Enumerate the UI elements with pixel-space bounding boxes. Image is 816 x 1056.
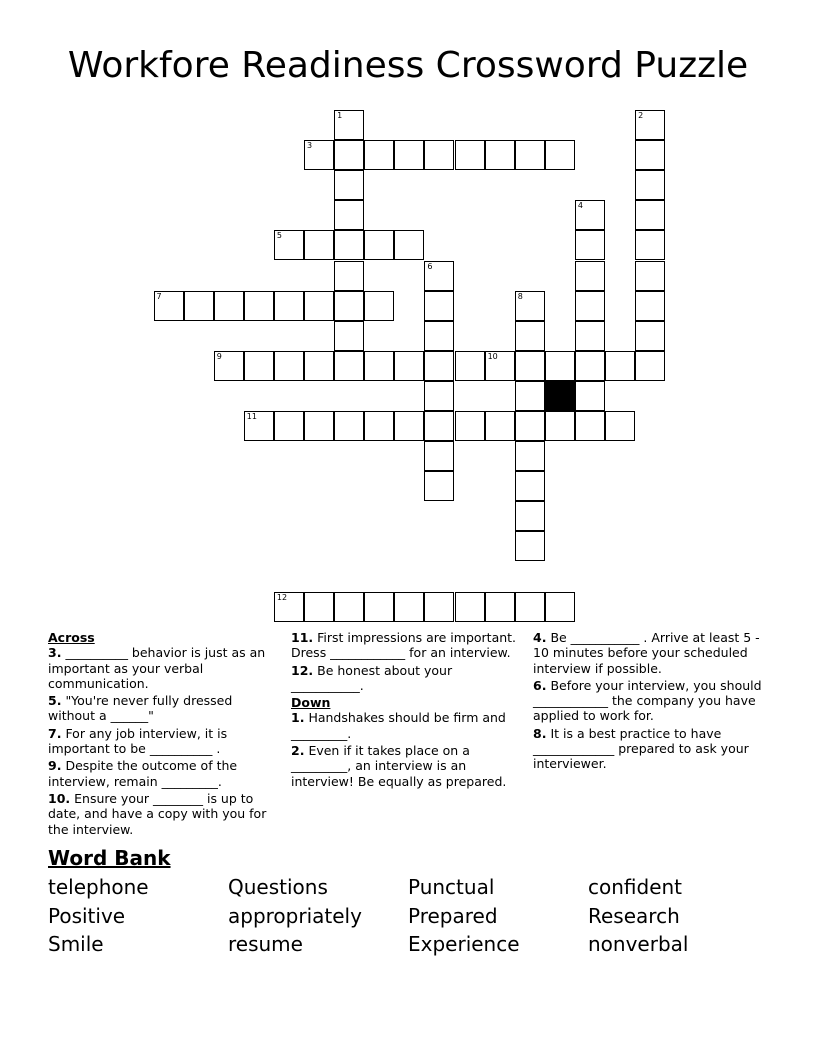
across-clue-11: 11. First impressions are important. Dress ____________ for an interview. bbox=[291, 630, 517, 661]
grid-cell[interactable] bbox=[515, 411, 545, 441]
grid-cell[interactable] bbox=[485, 592, 515, 622]
grid-cell[interactable] bbox=[575, 321, 605, 351]
grid-cell[interactable] bbox=[334, 592, 364, 622]
grid-cell[interactable] bbox=[334, 200, 364, 230]
grid-cell[interactable] bbox=[575, 351, 605, 381]
down-clue-2: 2. Even if it takes place on a _________, an interview is an interview! Be equally as prepared. bbox=[291, 743, 507, 789]
grid-cell[interactable] bbox=[154, 291, 184, 321]
grid-cell[interactable] bbox=[214, 291, 244, 321]
grid-cell[interactable] bbox=[304, 351, 334, 381]
grid-cell[interactable] bbox=[515, 501, 545, 531]
grid-cell[interactable] bbox=[635, 110, 665, 140]
word-bank-word: telephone bbox=[48, 875, 149, 899]
word-bank-word: Questions bbox=[228, 875, 328, 899]
cell-number: 5 bbox=[276, 231, 282, 241]
across-clue-3: 3. __________ behavior is just as an important as your verbal communication. bbox=[48, 645, 266, 691]
grid-cell[interactable] bbox=[455, 592, 485, 622]
grid-cell[interactable] bbox=[455, 351, 485, 381]
grid-cell[interactable] bbox=[214, 351, 244, 381]
word-bank-word: Positive bbox=[48, 904, 126, 928]
grid-cell[interactable] bbox=[364, 351, 394, 381]
grid-cell[interactable] bbox=[424, 291, 454, 321]
down-clue-8: 8. It is a best practice to have _____________ prepared to ask your interviewer. bbox=[533, 725, 749, 772]
across-heading: Across bbox=[48, 630, 95, 645]
grid-cell[interactable] bbox=[455, 411, 485, 441]
grid-cell[interactable] bbox=[304, 291, 334, 321]
across-clue-10: 10. Ensure your ________ is up to date, and have a copy with you for the interview. bbox=[48, 790, 267, 837]
grid-cell[interactable] bbox=[575, 381, 605, 411]
across-clue-12: 12. Be honest about your ___________. bbox=[291, 662, 453, 693]
grid-cell[interactable] bbox=[364, 592, 394, 622]
grid-cell[interactable] bbox=[635, 321, 665, 351]
grid-cell[interactable] bbox=[515, 321, 545, 351]
grid-cell[interactable] bbox=[635, 291, 665, 321]
grid-cell[interactable] bbox=[274, 351, 304, 381]
clues-column-1 bbox=[48, 630, 280, 839]
grid-cell[interactable] bbox=[304, 230, 334, 260]
word-bank-word: Smile bbox=[48, 932, 104, 956]
grid-cell[interactable] bbox=[184, 291, 214, 321]
grid-cell[interactable] bbox=[274, 411, 304, 441]
cell-number: 12 bbox=[276, 592, 288, 602]
cell-number: 6 bbox=[427, 261, 433, 271]
grid-cell[interactable] bbox=[304, 411, 334, 441]
grid-cell[interactable] bbox=[515, 291, 545, 321]
grid-cell[interactable] bbox=[394, 140, 424, 170]
word-bank-word: Prepared bbox=[408, 904, 498, 928]
page-title: Workfore Readiness Crossword Puzzle bbox=[67, 45, 749, 86]
down-heading: Down bbox=[291, 695, 331, 711]
grid-cell[interactable] bbox=[334, 321, 364, 351]
grid-cell[interactable] bbox=[244, 351, 274, 381]
grid-cell[interactable] bbox=[545, 351, 575, 381]
word-bank-word: nonverbal bbox=[588, 932, 689, 956]
grid-cell[interactable] bbox=[334, 140, 364, 170]
word-bank-word: Experience bbox=[408, 932, 520, 956]
clues-column-3 bbox=[533, 630, 763, 774]
word-bank-word: Punctual bbox=[408, 875, 495, 899]
grid-cell[interactable] bbox=[244, 291, 274, 321]
grid-cell[interactable] bbox=[424, 351, 454, 381]
cell-number: 9 bbox=[216, 351, 222, 361]
cell-number: 1 bbox=[337, 111, 343, 120]
across-clue-9: 9. Despite the outcome of the interview, remain _________. bbox=[48, 758, 238, 789]
grid-cell[interactable] bbox=[424, 411, 454, 441]
cell-number: 10 bbox=[487, 351, 498, 361]
grid-cell[interactable] bbox=[334, 261, 364, 291]
grid-cell[interactable] bbox=[635, 200, 665, 230]
black-cell bbox=[545, 381, 575, 411]
word-bank-word: confident bbox=[588, 875, 683, 899]
grid-cell[interactable] bbox=[334, 411, 364, 441]
cell-number: 7 bbox=[156, 291, 162, 301]
grid-cell[interactable] bbox=[515, 140, 545, 170]
down-clue-6: 6. Before your interview, you should ____________ the company you have applied to work for. bbox=[533, 677, 762, 724]
grid-cell[interactable] bbox=[424, 592, 454, 622]
grid-cell[interactable] bbox=[515, 351, 545, 381]
grid-cell[interactable] bbox=[274, 230, 304, 260]
grid-cell[interactable] bbox=[394, 351, 424, 381]
across-clue-5: 5. "You're never fully dressed without a ______" bbox=[48, 693, 233, 724]
grid-cell[interactable] bbox=[364, 411, 394, 441]
grid-cell[interactable] bbox=[485, 411, 515, 441]
word-bank-word: resume bbox=[228, 932, 303, 956]
down-clue-1: 1. Handshakes should be firm and _________. bbox=[291, 710, 506, 741]
grid-cell[interactable] bbox=[605, 351, 635, 381]
grid-cell[interactable] bbox=[394, 230, 424, 260]
cell-number: 4 bbox=[577, 201, 583, 211]
grid-cell[interactable] bbox=[635, 140, 665, 170]
grid-cell[interactable] bbox=[424, 381, 454, 411]
grid-cell[interactable] bbox=[304, 140, 334, 170]
grid-cell[interactable] bbox=[394, 411, 424, 441]
grid-cell[interactable] bbox=[364, 230, 394, 260]
grid-cell[interactable] bbox=[455, 140, 485, 170]
word-bank-title: Word Bank bbox=[48, 846, 171, 870]
grid-cell[interactable] bbox=[545, 592, 575, 622]
grid-cell[interactable] bbox=[575, 411, 605, 441]
grid-cell[interactable] bbox=[515, 592, 545, 622]
grid-cell[interactable] bbox=[605, 411, 635, 441]
grid-cell[interactable] bbox=[424, 140, 454, 170]
grid-cell[interactable] bbox=[515, 441, 545, 471]
grid-cell[interactable] bbox=[424, 321, 454, 351]
grid-cell[interactable] bbox=[394, 592, 424, 622]
grid-cell[interactable] bbox=[424, 441, 454, 471]
grid-cell[interactable] bbox=[485, 351, 515, 381]
down-clue-4: 4. Be ___________ . Arrive at least 5 - 10 minutes before your scheduled interview if possible. bbox=[533, 630, 760, 676]
grid-cell[interactable] bbox=[424, 471, 454, 501]
cell-number: 8 bbox=[517, 291, 523, 301]
grid-cell[interactable] bbox=[304, 592, 334, 622]
across-clue-7: 7. For any job interview, it is important to be __________ . bbox=[48, 725, 228, 757]
grid-cell[interactable] bbox=[334, 170, 364, 200]
grid-cell[interactable] bbox=[575, 230, 605, 260]
grid-cell[interactable] bbox=[515, 531, 545, 561]
grid-cell[interactable] bbox=[635, 170, 665, 200]
grid-cell[interactable] bbox=[424, 261, 454, 291]
cell-number: 3 bbox=[307, 141, 313, 151]
grid-cell[interactable] bbox=[485, 140, 515, 170]
grid-cell[interactable] bbox=[635, 261, 665, 291]
grid-cell[interactable] bbox=[575, 200, 605, 230]
grid-cell[interactable] bbox=[515, 471, 545, 501]
cell-number: 2 bbox=[638, 111, 644, 120]
grid-cell[interactable] bbox=[334, 291, 364, 321]
grid-cell[interactable] bbox=[515, 381, 545, 411]
grid-cell[interactable] bbox=[545, 411, 575, 441]
cell-number: 11 bbox=[246, 412, 257, 421]
word-bank-word: appropriately bbox=[228, 904, 362, 928]
grid-cell[interactable] bbox=[334, 351, 364, 381]
grid-cell[interactable] bbox=[364, 291, 394, 321]
grid-cell[interactable] bbox=[364, 140, 394, 170]
grid-cell[interactable] bbox=[334, 110, 364, 140]
grid-cell[interactable] bbox=[274, 592, 304, 622]
grid-cell[interactable] bbox=[635, 351, 665, 381]
grid-cell[interactable] bbox=[575, 291, 605, 321]
grid-cell[interactable] bbox=[274, 291, 304, 321]
grid-cell[interactable] bbox=[334, 230, 364, 260]
grid-cell[interactable] bbox=[635, 230, 665, 260]
clues-column-2 bbox=[291, 630, 527, 791]
word-bank-word: Research bbox=[588, 904, 680, 928]
grid-cell[interactable] bbox=[545, 140, 575, 170]
grid-cell[interactable] bbox=[244, 411, 274, 441]
grid-cell[interactable] bbox=[575, 261, 605, 291]
